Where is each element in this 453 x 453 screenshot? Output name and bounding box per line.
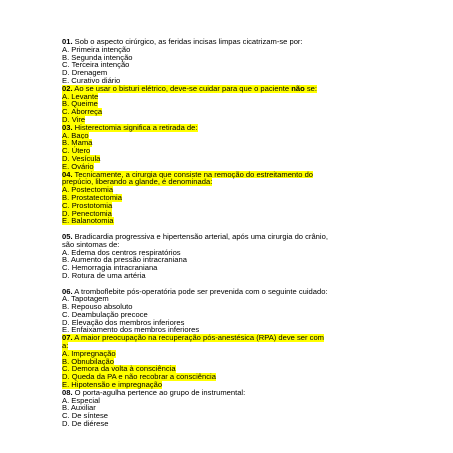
option-b: B. Aumento da pressão intracraniana	[62, 255, 187, 265]
option-e: E. Curativo diário	[62, 75, 121, 85]
question-03	[62, 124, 398, 171]
question-number: 05.	[62, 231, 73, 241]
option-a: A. Edema dos centros respiratórios	[62, 247, 181, 257]
question-number: 08.	[62, 387, 73, 397]
question-stem-emphasis: não	[291, 83, 305, 93]
question-stem: A tromboflebite pós-operatória pode ser prevenida com o seguinte cuidado:	[72, 286, 328, 296]
question-stem: O porta-agulha pertence ao grupo de instrumental:	[72, 387, 246, 397]
option-c: C. Aborreça	[62, 107, 103, 117]
option-b: B. Auxiliar	[62, 403, 96, 413]
option-d: D. De diérese	[62, 419, 109, 429]
option-b: B. Segunda intenção	[62, 52, 133, 62]
option-c: C. De síntese	[62, 411, 109, 421]
exam-page	[62, 38, 398, 428]
option-a: A. Especial	[62, 395, 100, 405]
question-04	[62, 171, 398, 226]
question-stem-end: se:	[304, 83, 317, 93]
option-c: C. Hemorragia intracraniana	[62, 263, 158, 273]
option-b: B. Mama	[62, 138, 93, 148]
question-stem: Histerectomia significa a retirada de:	[72, 122, 198, 132]
option-b: B. Obnubilação	[62, 356, 114, 366]
option-a: A. Postectomia	[62, 185, 114, 195]
option-d: D. Elevação dos membros inferiores	[62, 317, 185, 327]
option-e: E. Enfaixamento dos membros inferiores	[62, 325, 200, 335]
question-08	[62, 389, 398, 428]
option-a: A. Levante	[62, 91, 99, 101]
option-e: E. Hipotensão e impregnação	[62, 380, 163, 390]
question-stem-continued: são sintomas de:	[62, 239, 120, 249]
question-number: 07.	[62, 333, 73, 343]
question-05	[62, 233, 398, 280]
option-a: A. Baço	[62, 130, 89, 140]
option-c: C. Deambulação precoce	[62, 309, 148, 319]
question-number: 02.	[62, 83, 73, 93]
question-number: 06.	[62, 286, 73, 296]
option-d: D. Vire	[62, 114, 86, 124]
question-number: 04.	[62, 169, 73, 179]
option-b: B. Queime	[62, 99, 98, 109]
question-02	[62, 85, 398, 124]
option-d: D. Penectomia	[62, 208, 112, 218]
option-a: A. Impregnação	[62, 348, 116, 358]
question-07	[62, 334, 398, 389]
question-stem-continued: prepúcio, liberando a glande, é denominada:	[62, 177, 213, 187]
option-a: A. Tapotagem	[62, 294, 109, 304]
question-stem: Tecnicamente, a cirurgia que consiste na remoção do estreitamento do	[72, 169, 314, 179]
option-c: C. Terceira intenção	[62, 60, 130, 70]
question-number: 03.	[62, 122, 73, 132]
option-e: E. Ovário	[62, 161, 94, 171]
option-d: D. Rotura de uma artéria	[62, 270, 146, 280]
question-stem: Sob o aspecto cirúrgico, as feridas incisas limpas cicatrizam-se por:	[72, 37, 303, 46]
option-c: C. Prostotomia	[62, 200, 113, 210]
option-e: E. Balanotomia	[62, 216, 114, 226]
option-c: C. Útero	[62, 146, 91, 156]
question-stem: A maior preocupação na recuperação pós-anestésica (RPA) deve ser com	[72, 333, 324, 343]
question-01	[62, 38, 398, 85]
question-number: 01.	[62, 37, 73, 46]
question-stem: Ao se usar o bisturi elétrico, deve-se cuidar para que o paciente	[72, 83, 292, 93]
option-b: B. Repouso absoluto	[62, 302, 133, 312]
question-06	[62, 288, 398, 335]
question-stem: Bradicardia progressiva e hipertensão arterial, após uma cirurgia do crânio,	[72, 231, 328, 241]
option-a: A. Primeira intenção	[62, 44, 131, 54]
option-b: B. Prostatectomia	[62, 192, 122, 202]
option-d: D. Queda da PA e não recobrar a consciência	[62, 372, 216, 382]
option-d: D. Vesícula	[62, 153, 101, 163]
question-stem-continued: a:	[62, 341, 69, 351]
option-d: D. Drenagem	[62, 68, 108, 78]
option-c: C. Demora da volta à consciência	[62, 364, 176, 374]
